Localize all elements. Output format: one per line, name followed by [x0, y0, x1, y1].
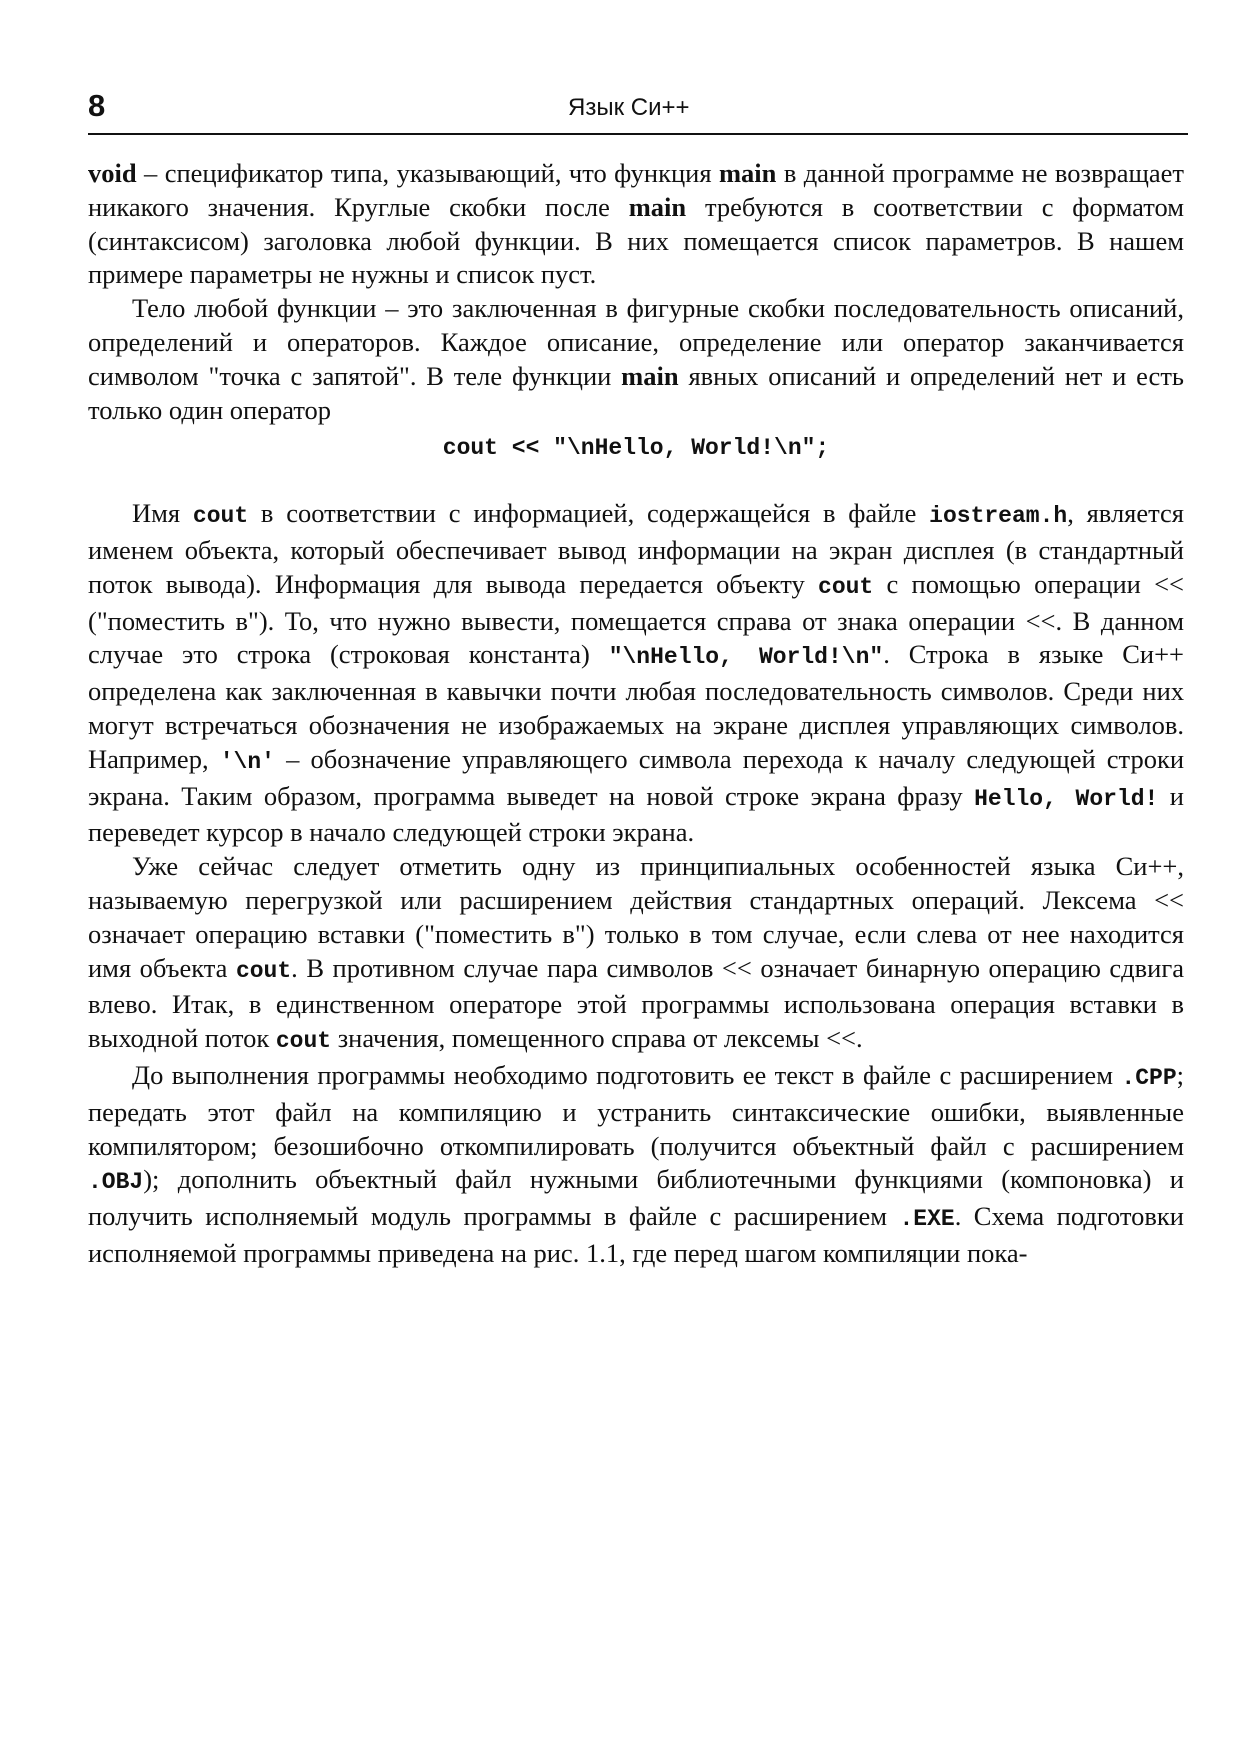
code-cout: cout — [818, 573, 874, 600]
text-run: Уже сейчас следует отметить одну из принципиальных особенностей языка Си++, называемую перегрузкой или расширением действия стандартных операций. Лексема << означает операцию вставки ("поместить в") только в том случае, если слева от нее находится имя объекта — [88, 851, 1184, 983]
code-newline-char: '\n' — [219, 748, 275, 775]
paragraph-void — [88, 157, 1184, 292]
code-ext-exe: .EXE — [899, 1206, 955, 1233]
text-run: . Строка в языке Си++ определена как заключенная в кавычки почти любая последовательность символов. Среди них могут встречаться обозначения не изображаемых на экране дисплея управляющих символов. Например, — [88, 639, 1184, 774]
page-body — [88, 157, 1184, 1271]
code-ext-obj: .OBJ — [88, 1169, 144, 1196]
code-statement: cout << "\nHello, World!\n"; — [442, 435, 830, 462]
paragraph-overloading — [88, 850, 1184, 1059]
text-run: ; передать этот файл на компиляцию и устранить синтаксические ошибки, выявленные компилятором; безошибочно откомпилировать (получится объектный файл с расширением — [88, 1059, 1184, 1161]
text-run: . Схема подготовки исполняемой программы приведена на рис. 1.1, где перед шагом компиляции пока- — [88, 1201, 1184, 1268]
keyword-main: main — [621, 360, 679, 391]
page-header — [88, 88, 1188, 132]
text-run: и переведет курсор в начало следующей строки экрана. — [88, 780, 1184, 848]
paragraph-function-body — [88, 292, 1184, 427]
text-run: – спецификатор типа, указывающий, что функция — [136, 158, 719, 188]
code-cout: cout — [275, 1028, 332, 1055]
code-hello-world: Hello, World! — [974, 785, 1159, 812]
paragraph-build-steps — [88, 1059, 1184, 1271]
code-ext-cpp: .CPP — [1121, 1064, 1177, 1091]
header-rule — [88, 133, 1188, 135]
keyword-main: main — [718, 158, 777, 188]
text-run: , является именем объекта, который обеспечивает вывод информации на экран дисплея (в стандартный поток вывода). Информация для вывода передается объекту — [88, 498, 1184, 599]
text-run: Имя — [132, 498, 193, 529]
text-run: с помощью операции << ("поместить в"). То, что нужно вывести, помещается справа от знака операции <<. В данном случае это строка (строковая константа) — [88, 568, 1184, 670]
code-cout: cout — [192, 503, 249, 530]
paragraph-cout — [88, 497, 1184, 850]
text-run: До выполнения программы необходимо подготовить ее текст в файле с расширением — [132, 1059, 1122, 1090]
text-run: – обозначение управляющего символа перехода к началу следующей строки экрана. Таким образом, программа выведет на новой строке экрана фразу — [88, 743, 1184, 811]
page-number: 8 — [88, 88, 106, 123]
text-run: значения, помещенного справа от лексемы <<. — [331, 1023, 863, 1054]
text-run: явных описаний и определений нет и есть только один оператор — [88, 360, 1184, 425]
text-run: ); дополнить объектный файл нужными библиотечными функциями (компоновка) и получить исполняемый модуль программы в файле с расширением — [88, 1164, 1184, 1232]
keyword-main: main — [628, 191, 687, 222]
text-run: в данной программе не возвращает никакого значения. Круглые скобки после — [88, 158, 1184, 222]
running-title: Язык Си++ — [568, 94, 690, 121]
code-iostream: iostream.h — [929, 503, 1068, 530]
text-run: Тело любой функции – это заключенная в фигурные скобки последовательность описаний, определений и операторов. Каждое описание, определение или оператор заканчивается символом "точка с запятой". В теле функции — [88, 293, 1184, 391]
keyword-void: void — [88, 158, 137, 188]
code-string-literal: "\nHello, World!\n" — [608, 644, 884, 671]
code-cout: cout — [235, 957, 292, 984]
text-run: требуются в соответствии с форматом (синтаксисом) заголовка любой функции. В них помещается список параметров. В нашем примере параметры не нужны и список пуст. — [88, 191, 1184, 290]
text-run: в соответствии с информацией, содержащейся в файле — [248, 498, 930, 529]
text-run: . В противном случае пара символов << означает бинарную операцию сдвига влево. Итак, в единственном операторе этой программы использована операция вставки в выходной поток — [88, 952, 1184, 1054]
